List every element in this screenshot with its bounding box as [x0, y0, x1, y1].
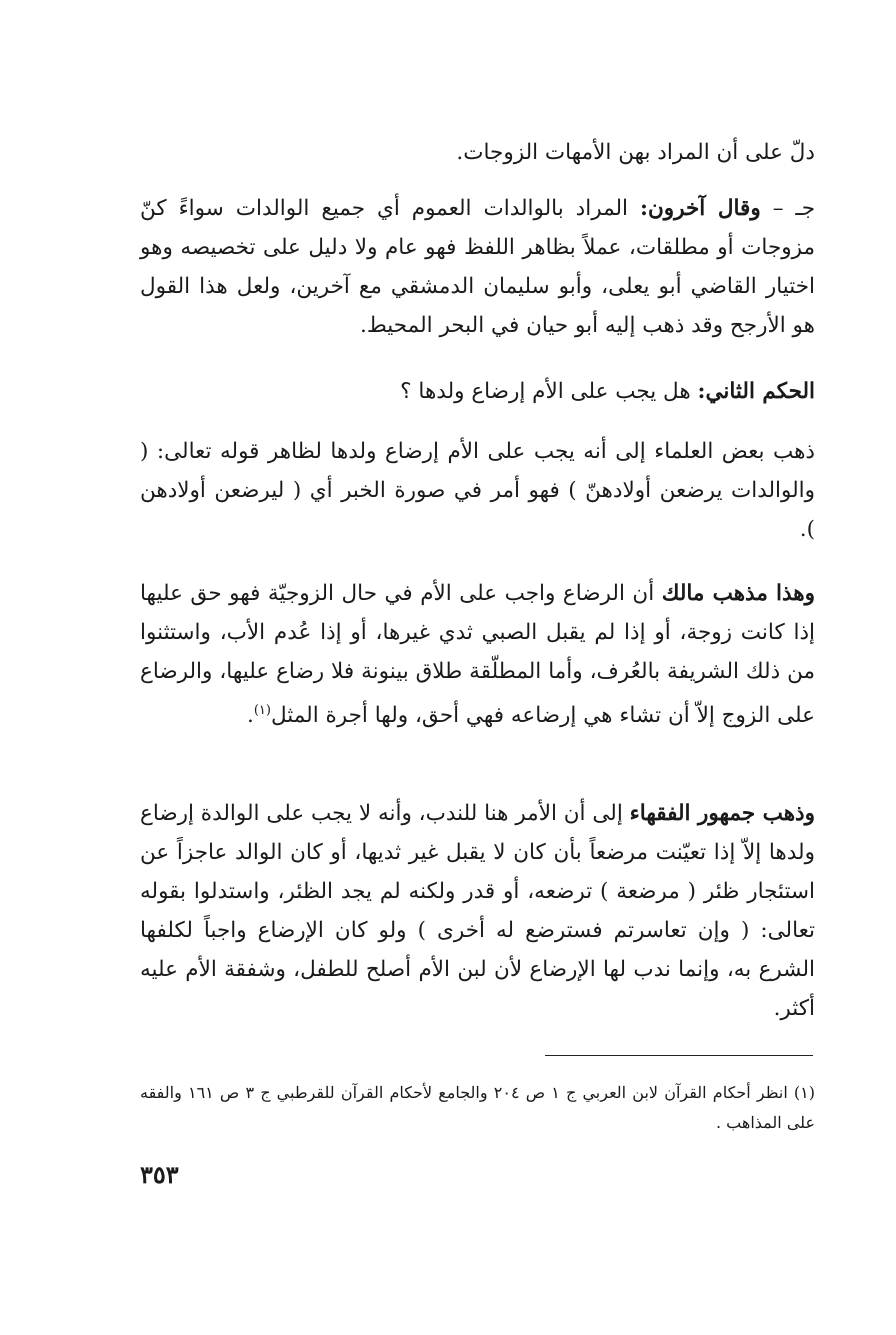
second-ruling-label: الحكم الثاني: — [697, 379, 815, 404]
item-marker: جـ – — [760, 196, 815, 221]
footnote-reference: (١) — [253, 703, 271, 718]
second-ruling-heading — [140, 372, 815, 411]
majority-text: إلى أن الأمر هنا للندب، وأنه لا يجب على الوالدة إرضاع ولدها إلاّ إذا تعيّنت مرضعاً بأن كان لا يقبل غير ثديها، أو كان الوالد عاجزاً عن استئجار ظئر ( مرضعة ) ترضعه، أو قدر ولكنه لم يجد الظئر، واستدلوا بقوله تعالى: ( وإن تعاسرتم فسترضع له أخرى ) ولو كان الإرضاع واجباً لكلفها الشرع به، وإنما ندب لها الإرضاع لأن لبن الأم أصلح للطفل، وشفقة الأم عليه أكثر. — [139, 801, 815, 1021]
malik-text: أن الرضاع واجب على الأم في حال الزوجيّة فهو حق عليها إذا كانت زوجة، أو إذا لم يقبل الصبي ثدي غيرها، أو إذا عُدم الأب، واستثنوا من ذلك الشريفة بالعُرف، وأما المطلّقة طلاق بينونة فلا رضاع عليها، والرضاع على الزوج إلاّ أن تشاء هي إرضاعه فهي أحق، ولها أجرة المثل — [140, 581, 815, 729]
malik-heading: وهذا مذهب مالك — [661, 581, 815, 606]
opening-line: دلّ على أن المراد بهن الأمهات الزوجات. — [456, 140, 815, 165]
page-number: ٣٥٣ — [140, 1160, 179, 1189]
paragraph-some-scholars: ذهب بعض العلماء إلى أنه يجب على الأم إرضاع ولدها لظاهر قوله تعالى: ( والوالدات يرضعن أولادهنّ ) فهو أمر في صورة الخبر أي ( ليرضعن أولادهن ). — [140, 439, 815, 542]
footnote-divider — [545, 1055, 813, 1056]
malik-end: . — [246, 703, 254, 729]
paragraph-majority-jurists — [140, 794, 815, 1028]
paragraph-malik-school — [140, 574, 815, 735]
others-text: المراد بالوالدات العموم أي جميع الوالدات سواءً كنّ مزوجات أو مطلقات، عملاً بظاهر اللفظ فهو عام ولا دليل على تخصيصه وهو اختيار القاضي أبو يعلى، وأبو سليمان الدمشقي مع آخرين، ولعل هذا القول هو الأرجح وقد ذهب إليه أبو حيان في البحر المحيط. — [140, 196, 815, 338]
footnote: (١) انظر أحكام القرآن لابن العربي ج ١ ص ٢٠٤ والجامع لأحكام القرآن للقرطبي ج ٣ ص ١٦١ والفقه على المذاهب . — [140, 1083, 816, 1132]
paragraph-others-opinion — [140, 189, 815, 345]
majority-heading: وذهب جمهور الفقهاء — [629, 801, 815, 826]
second-ruling-question: هل يجب على الأم إرضاع ولدها ؟ — [400, 379, 698, 404]
others-heading: وقال آخرون: — [640, 196, 761, 221]
